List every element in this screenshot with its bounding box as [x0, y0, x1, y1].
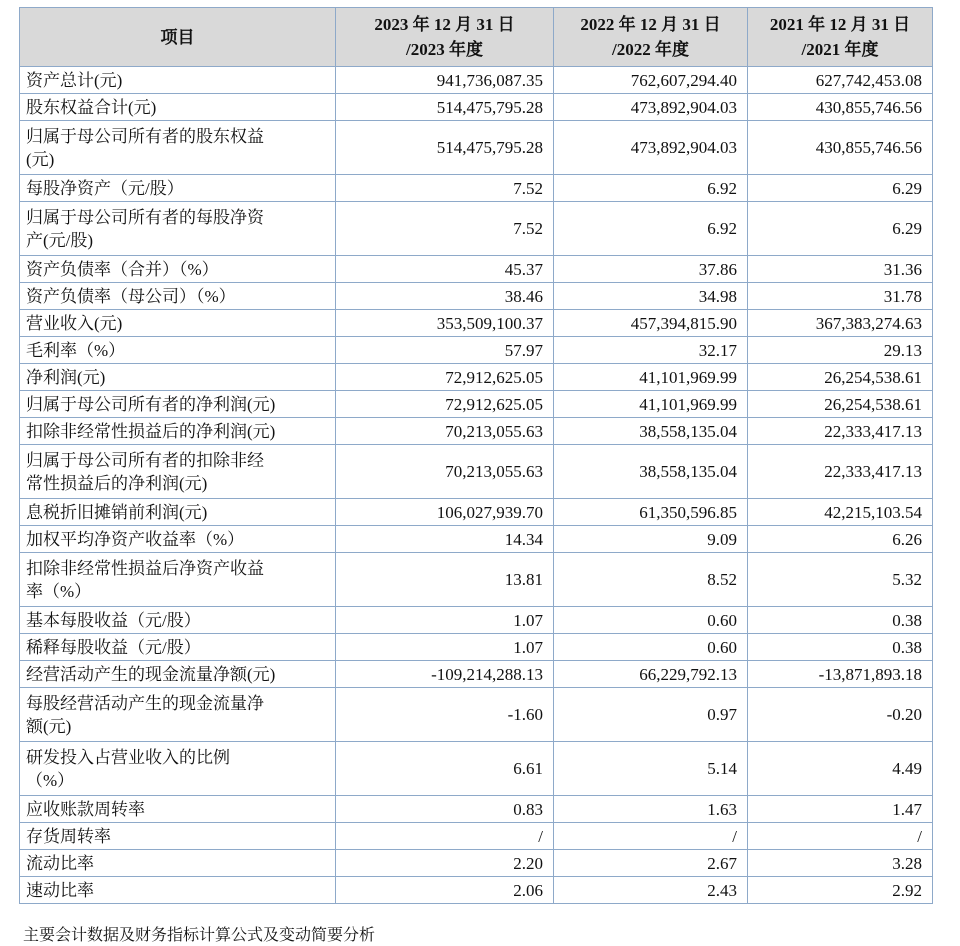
row-value: 41,101,969.99 [554, 391, 748, 418]
row-value: 1.07 [336, 634, 554, 661]
row-value: 8.52 [554, 553, 748, 607]
row-value: 2.67 [554, 850, 748, 877]
row-value: 9.09 [554, 526, 748, 553]
row-value: 353,509,100.37 [336, 310, 554, 337]
row-value: 514,475,795.28 [336, 121, 554, 175]
table-row [20, 418, 933, 445]
row-label: 每股净资产（元/股） [20, 175, 336, 202]
table-row [20, 175, 933, 202]
row-label: 加权平均净资产收益率（%） [20, 526, 336, 553]
row-value: 5.32 [748, 553, 933, 607]
row-value: 0.38 [748, 607, 933, 634]
row-value: 41,101,969.99 [554, 364, 748, 391]
row-value: 72,912,625.05 [336, 391, 554, 418]
table-row [20, 94, 933, 121]
row-label: 归属于母公司所有者的每股净资 产(元/股) [20, 202, 336, 256]
row-value: 70,213,055.63 [336, 445, 554, 499]
row-value: 38.46 [336, 283, 554, 310]
row-label: 研发投入占营业收入的比例 （%） [20, 742, 336, 796]
footnote-text: 主要会计数据及财务指标计算公式及变动简要分析 [23, 927, 376, 944]
row-label: 流动比率 [20, 850, 336, 877]
header-2023: 2023 年 12 月 31 日 /2023 年度 [336, 8, 554, 67]
row-value: 26,254,538.61 [748, 364, 933, 391]
table-row [20, 553, 933, 607]
row-value: / [336, 823, 554, 850]
row-value: 430,855,746.56 [748, 121, 933, 175]
row-value: 6.26 [748, 526, 933, 553]
row-value: 6.92 [554, 202, 748, 256]
row-label: 息税折旧摊销前利润(元) [20, 499, 336, 526]
row-value: 0.83 [336, 796, 554, 823]
row-label: 应收账款周转率 [20, 796, 336, 823]
row-label: 资产总计(元) [20, 67, 336, 94]
row-value: 7.52 [336, 202, 554, 256]
table-row [20, 310, 933, 337]
row-value: 26,254,538.61 [748, 391, 933, 418]
table-row [20, 796, 933, 823]
row-value: 70,213,055.63 [336, 418, 554, 445]
header-item: 项目 [20, 8, 336, 67]
row-value: 6.29 [748, 175, 933, 202]
header-2022: 2022 年 12 月 31 日 /2022 年度 [554, 8, 748, 67]
row-value: 0.60 [554, 634, 748, 661]
row-label: 存货周转率 [20, 823, 336, 850]
row-label: 扣除非经常性损益后的净利润(元) [20, 418, 336, 445]
row-value: 66,229,792.13 [554, 661, 748, 688]
row-value: 0.97 [554, 688, 748, 742]
table-row [20, 337, 933, 364]
row-value: 762,607,294.40 [554, 67, 748, 94]
row-value: 22,333,417.13 [748, 445, 933, 499]
row-value: 1.63 [554, 796, 748, 823]
row-value: 1.07 [336, 607, 554, 634]
row-label: 归属于母公司所有者的股东权益 (元) [20, 121, 336, 175]
table-row [20, 634, 933, 661]
row-value: 38,558,135.04 [554, 445, 748, 499]
row-value: 941,736,087.35 [336, 67, 554, 94]
row-value: 106,027,939.70 [336, 499, 554, 526]
row-label: 基本每股收益（元/股） [20, 607, 336, 634]
table-row [20, 202, 933, 256]
row-value: 2.20 [336, 850, 554, 877]
row-label: 股东权益合计(元) [20, 94, 336, 121]
row-value: 2.06 [336, 877, 554, 904]
row-label: 归属于母公司所有者的净利润(元) [20, 391, 336, 418]
row-value: 45.37 [336, 256, 554, 283]
table-row [20, 877, 933, 904]
table-row [20, 499, 933, 526]
row-value: 34.98 [554, 283, 748, 310]
row-value: 32.17 [554, 337, 748, 364]
table-row [20, 823, 933, 850]
row-value: 2.92 [748, 877, 933, 904]
row-value: 457,394,815.90 [554, 310, 748, 337]
row-value: 3.28 [748, 850, 933, 877]
table-row [20, 850, 933, 877]
row-value: 430,855,746.56 [748, 94, 933, 121]
row-label: 归属于母公司所有者的扣除非经 常性损益后的净利润(元) [20, 445, 336, 499]
row-label: 速动比率 [20, 877, 336, 904]
row-value: 29.13 [748, 337, 933, 364]
row-label: 资产负债率（母公司）（%） [20, 283, 336, 310]
row-value: 37.86 [554, 256, 748, 283]
row-label: 净利润(元) [20, 364, 336, 391]
row-label: 稀释每股收益（元/股） [20, 634, 336, 661]
row-value: 2.43 [554, 877, 748, 904]
row-value: -0.20 [748, 688, 933, 742]
row-value: 0.60 [554, 607, 748, 634]
row-value: 0.38 [748, 634, 933, 661]
table-row [20, 607, 933, 634]
row-value: 4.49 [748, 742, 933, 796]
table-row [20, 688, 933, 742]
table-row [20, 364, 933, 391]
row-label: 毛利率（%） [20, 337, 336, 364]
row-value: / [554, 823, 748, 850]
row-value: 38,558,135.04 [554, 418, 748, 445]
row-value: -109,214,288.13 [336, 661, 554, 688]
table-header-row [20, 8, 933, 67]
table-row [20, 67, 933, 94]
table-row [20, 742, 933, 796]
row-value: 627,742,453.08 [748, 67, 933, 94]
table-row [20, 661, 933, 688]
row-label: 扣除非经常性损益后净资产收益 率（%） [20, 553, 336, 607]
table-row [20, 256, 933, 283]
row-value: 7.52 [336, 175, 554, 202]
row-label: 营业收入(元) [20, 310, 336, 337]
row-value: 42,215,103.54 [748, 499, 933, 526]
row-value: 473,892,904.03 [554, 121, 748, 175]
row-value: -13,871,893.18 [748, 661, 933, 688]
row-value: 514,475,795.28 [336, 94, 554, 121]
row-value: 22,333,417.13 [748, 418, 933, 445]
row-value: -1.60 [336, 688, 554, 742]
row-value: 31.78 [748, 283, 933, 310]
row-value: 14.34 [336, 526, 554, 553]
row-value: 473,892,904.03 [554, 94, 748, 121]
row-value: 6.92 [554, 175, 748, 202]
table-row [20, 283, 933, 310]
row-value: 57.97 [336, 337, 554, 364]
row-value: 72,912,625.05 [336, 364, 554, 391]
row-label: 经营活动产生的现金流量净额(元) [20, 661, 336, 688]
row-value: 6.29 [748, 202, 933, 256]
row-value: 13.81 [336, 553, 554, 607]
financial-data-table [19, 7, 933, 904]
row-label: 每股经营活动产生的现金流量净 额(元) [20, 688, 336, 742]
row-value: 367,383,274.63 [748, 310, 933, 337]
table-row [20, 526, 933, 553]
row-value: 5.14 [554, 742, 748, 796]
header-2021: 2021 年 12 月 31 日 /2021 年度 [748, 8, 933, 67]
table-row [20, 445, 933, 499]
row-value: 1.47 [748, 796, 933, 823]
row-value: 6.61 [336, 742, 554, 796]
row-label: 资产负债率（合并）（%） [20, 256, 336, 283]
row-value: / [748, 823, 933, 850]
row-value: 61,350,596.85 [554, 499, 748, 526]
table-row [20, 121, 933, 175]
row-value: 31.36 [748, 256, 933, 283]
table-row [20, 391, 933, 418]
